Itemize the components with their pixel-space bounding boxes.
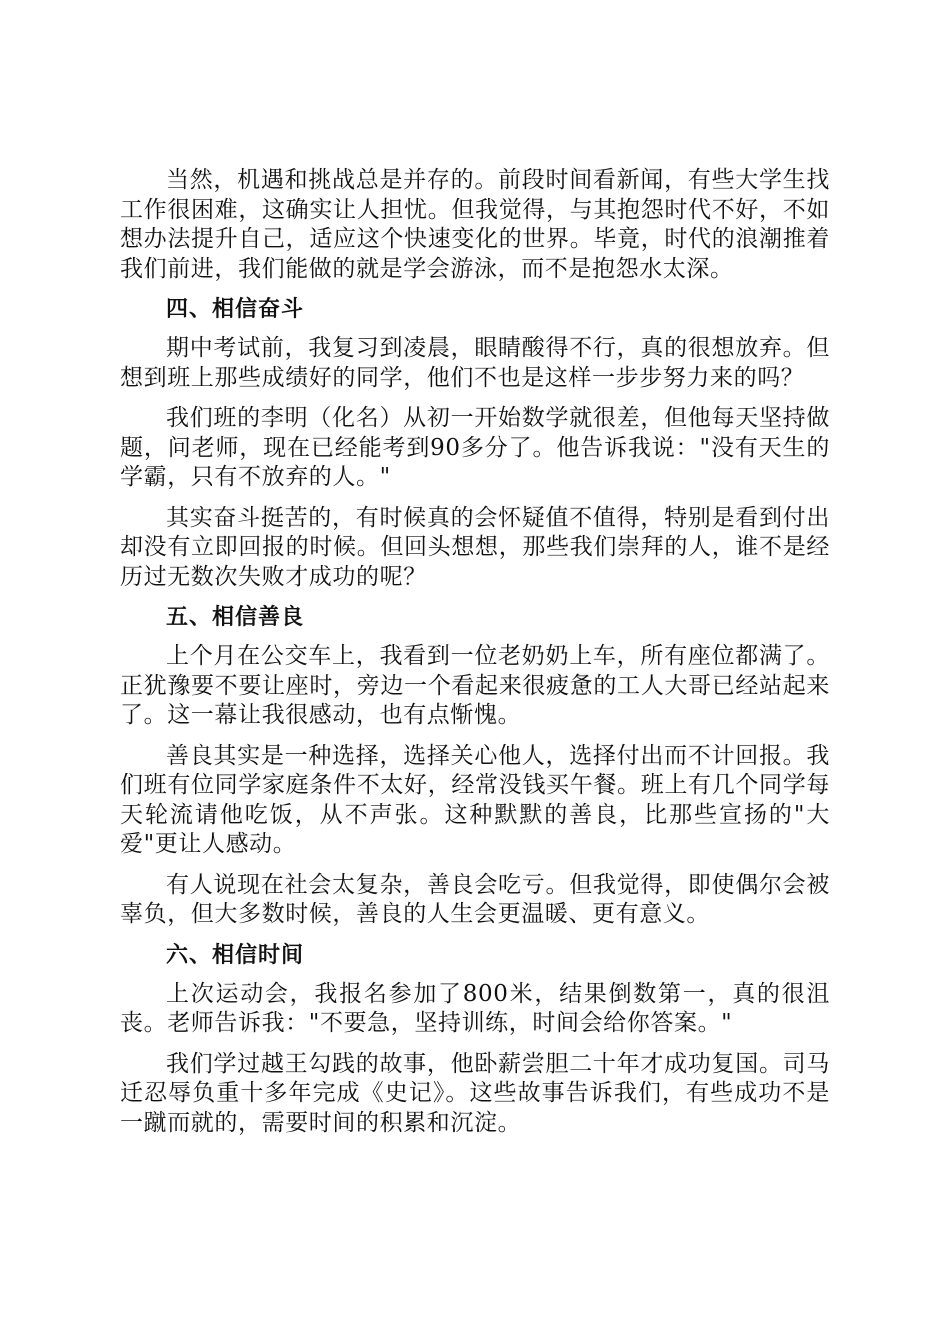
paragraph-exam: 期中考试前，我复习到凌晨，眼睛酸得不行，真的很想放弃。但想到班上那些成绩好的同学，他们不也是这样一步步努力来的吗？ — [120, 335, 830, 391]
paragraph-bus: 上个月在公交车上，我看到一位老奶奶上车，所有座位都满了。正犹豫要不要让座时，旁边一个看起来很疲惫的工人大哥已经站起来了。这一幕让我很感动，也有点惭愧。 — [120, 643, 830, 728]
paragraph-classmate-liming: 我们班的李明（化名）从初一开始数学就很差，但他每天坚持做题，问老师，现在已经能考到90多分了。他告诉我说："没有天生的学霸，只有不放弃的人。" — [120, 405, 830, 490]
paragraph-opportunity: 当然，机遇和挑战总是并存的。前段时间看新闻，有些大学生找工作很困难，这确实让人担忧。但我觉得，与其抱怨时代不好，不如想办法提升自己，适应这个快速变化的世界。毕竟，时代的浪潮推着我们前进，我们能做的就是学会游泳，而不是抱怨水太深。 — [120, 167, 830, 282]
section-heading-kindness: 五、相信善良 — [166, 605, 305, 630]
paragraph-kindness-choice: 善良其实是一种选择，选择关心他人，选择付出而不计回报。我们班有位同学家庭条件不太好，经常没钱买午餐。班上有几个同学每天轮流请他吃饭，从不声张。这种默默的善良，比那些宣扬的"大爱"更让人感动。 — [120, 742, 830, 857]
paragraph-sports-meet: 上次运动会，我报名参加了800米，结果倒数第一，真的很沮丧。老师告诉我："不要急，坚持训练，时间会给你答案。" — [120, 980, 830, 1036]
paragraph-history-stories: 我们学过越王勾践的故事，他卧薪尝胆二十年才成功复国。司马迁忍辱负重十多年完成《史记》。这些故事告诉我们，有些成功不是一蹴而就的，需要时间的积累和沉淀。 — [120, 1050, 830, 1136]
document-body — [120, 166, 830, 1149]
paragraph-struggle-reflection: 其实奋斗挺苦的，有时候真的会怀疑值不值得，特别是看到付出却没有立即回报的时候。但回头想想，那些我们崇拜的人，谁不是经历过无数次失败才成功的呢？ — [120, 504, 830, 590]
paragraph-kindness-society: 有人说现在社会太复杂，善良会吃亏。但我觉得，即使偶尔会被辜负，但大多数时候，善良的人生会更温暖、更有意义。 — [120, 871, 830, 927]
section-heading-struggle: 四、相信奋斗 — [166, 297, 305, 322]
section-heading-time: 六、相信时间 — [166, 942, 305, 968]
